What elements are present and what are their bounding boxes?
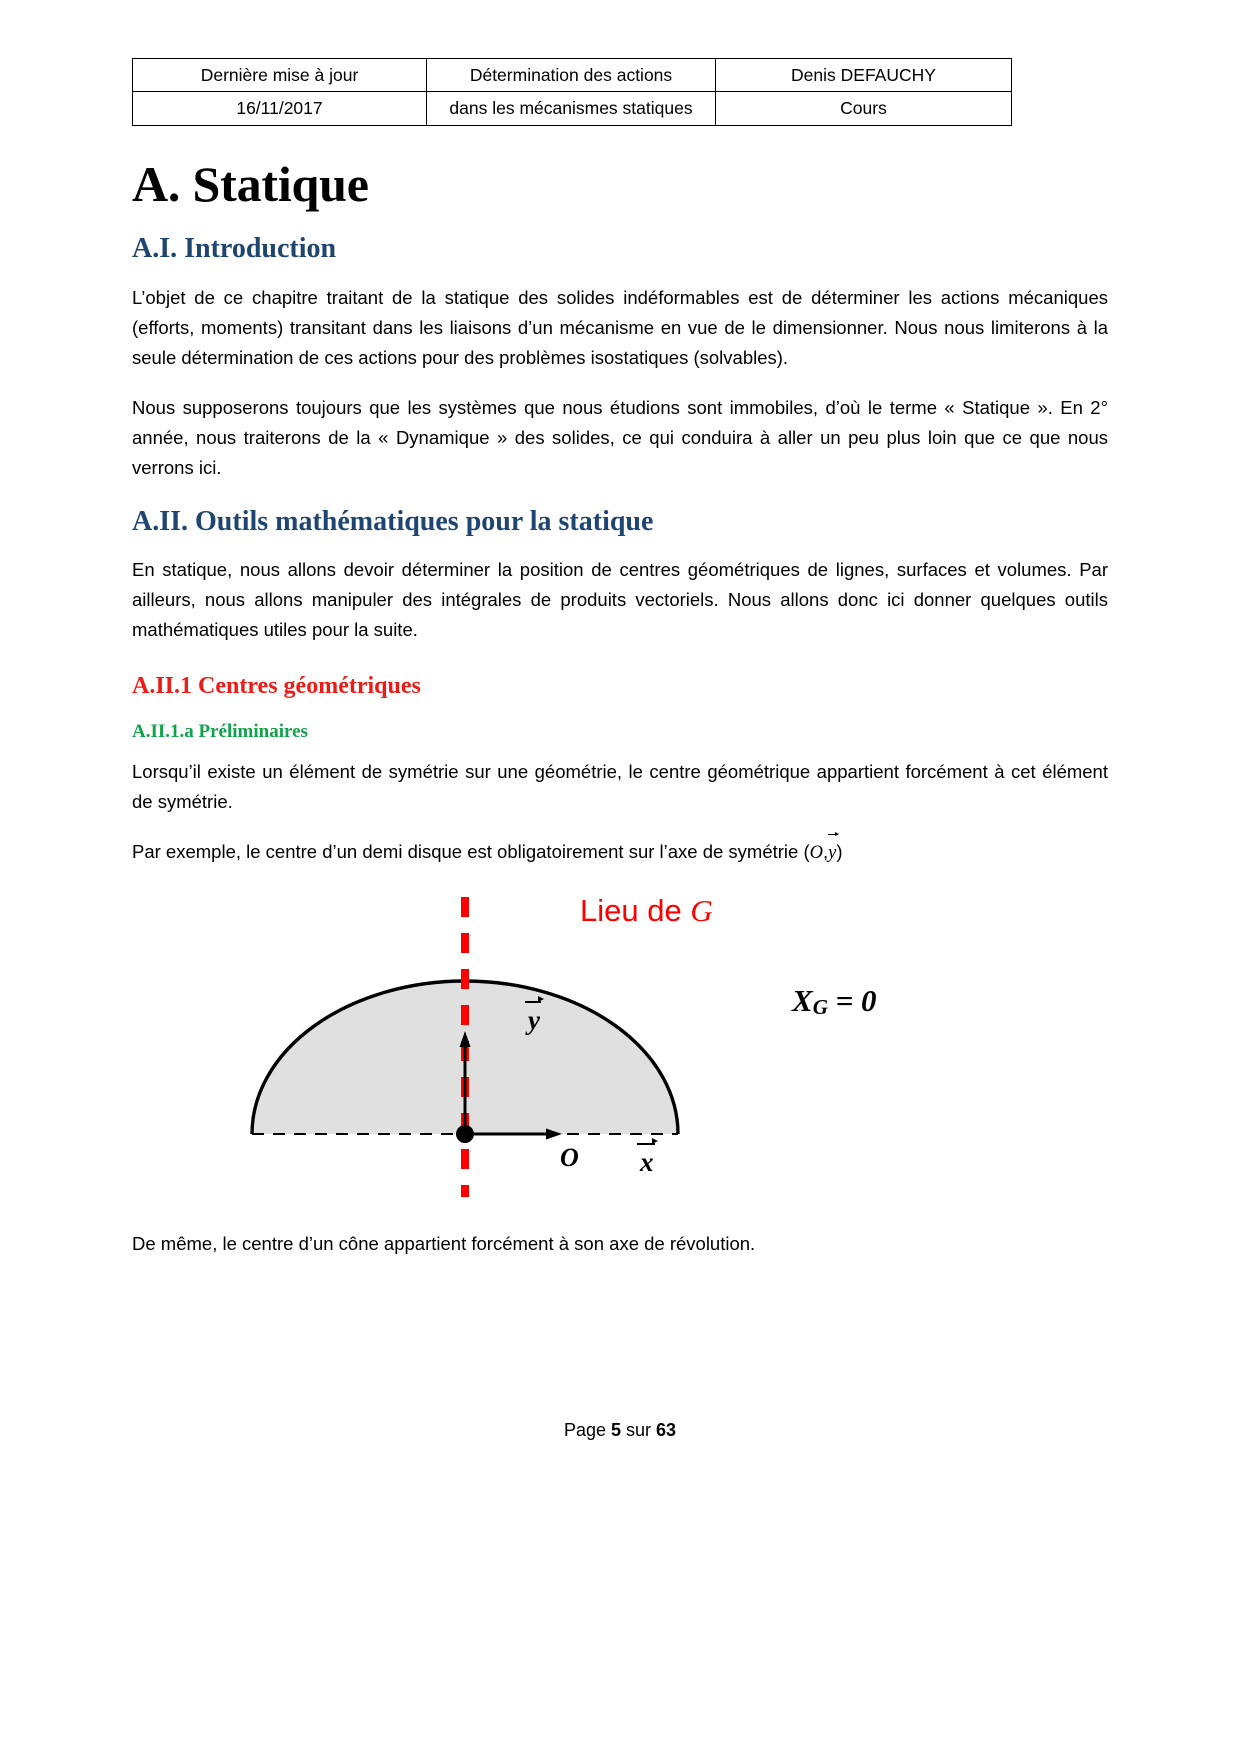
header-row-2 [133,92,1012,125]
header-row-1 [133,59,1012,92]
header-cell-author: Denis DEFAUCHY [716,59,1012,92]
header-cell-doc-type: Cours [716,92,1012,125]
paragraph-after-figure: De même, le centre d’un cône appartient forcément à son axe de révolution. [132,1232,756,1254]
document-header-table [132,58,1012,126]
heading-centres-geometriques: A.II.1 Centres géométriques [132,673,421,700]
heading-outils-mathematiques: A.II. Outils mathématiques pour la statique [132,505,654,537]
footer-prefix: Page [563,1420,611,1440]
label-xg-equals-zero [792,982,877,1019]
vector-y-symbol: y [528,1004,540,1035]
footer-total-pages: 63 [656,1420,677,1440]
heading-preliminaires: A.II.1.a Préliminaires [132,720,308,742]
header-cell-doc-title-line1: Détermination des actions [427,59,716,92]
label-vector-y [526,1005,542,1036]
paragraph-preliminaires-1: Lorsqu’il existe un élément de symétrie sur une géométrie, le centre géométrique appartient forcément à cet élément de symétrie. [132,760,1108,812]
vector-x-symbol: x [640,1146,654,1177]
header-cell-last-update-date: 16/11/2017 [133,92,427,125]
xg-subscript-g: G [812,994,828,1019]
prelim-comma: , [823,840,829,862]
heading-introduction: A.I. Introduction [132,233,337,264]
paragraph-intro-1: L’objet de ce chapitre traitant de la statique des solides indéformables est de déterminer les actions mécaniques (efforts, moments) transitant dans les liaisons d’un mécanisme en vue de le dimensionner. Nous nous limiterons à la seule détermination de ces actions pour des problèmes isostatiques (solvables). [132,286,1108,368]
label-vector-x [638,1147,656,1178]
prelim-text-before: Par exemple, le centre d’un demi disque est obligatoirement sur l’axe de symétrie ( [132,840,810,862]
half-disk-diagram-svg [132,889,984,1229]
prelim-text-after: ) [836,840,843,862]
xg-equation-rest: = 0 [827,982,877,1018]
header-cell-last-update-label: Dernière mise à jour [133,59,427,92]
label-lieu-de-g [580,892,713,928]
page-footer [0,1420,1240,1441]
header-cell-doc-title-line2: dans les mécanismes statiques [427,92,716,125]
point-o-symbol: O [809,842,824,863]
footer-page-number: 5 [610,1420,621,1440]
footer-middle: sur [621,1420,657,1440]
origin-point-marker [456,1125,474,1143]
vector-y-inline: y [828,839,836,869]
g-symbol: G [690,892,713,928]
figure-half-disk-symmetry [132,889,984,1229]
label-origin-o: O [560,1142,579,1172]
xg-x-symbol: X [792,982,813,1018]
paragraph-outils-1: En statique, nous allons devoir déterminer la position de centres géométriques de lignes, surfaces et volumes. Par ailleurs, nous allons manipuler des intégrales de produits vectoriels. Nous allons donc ici donner quelques outils mathématiques utiles pour la suite. [132,559,1108,641]
lieu-de-text: Lieu de [580,892,691,928]
page-title: A. Statique [132,155,369,212]
paragraph-intro-2: Nous supposerons toujours que les systèmes que nous étudions sont immobiles, d’où le terme « Statique ». En 2° année, nous traiterons de la « Dynamique » des solides, ce qui conduira à aller un peu plus loin que ce que nous verrons ici. [132,396,1108,478]
paragraph-preliminaires-2 [132,837,1108,869]
